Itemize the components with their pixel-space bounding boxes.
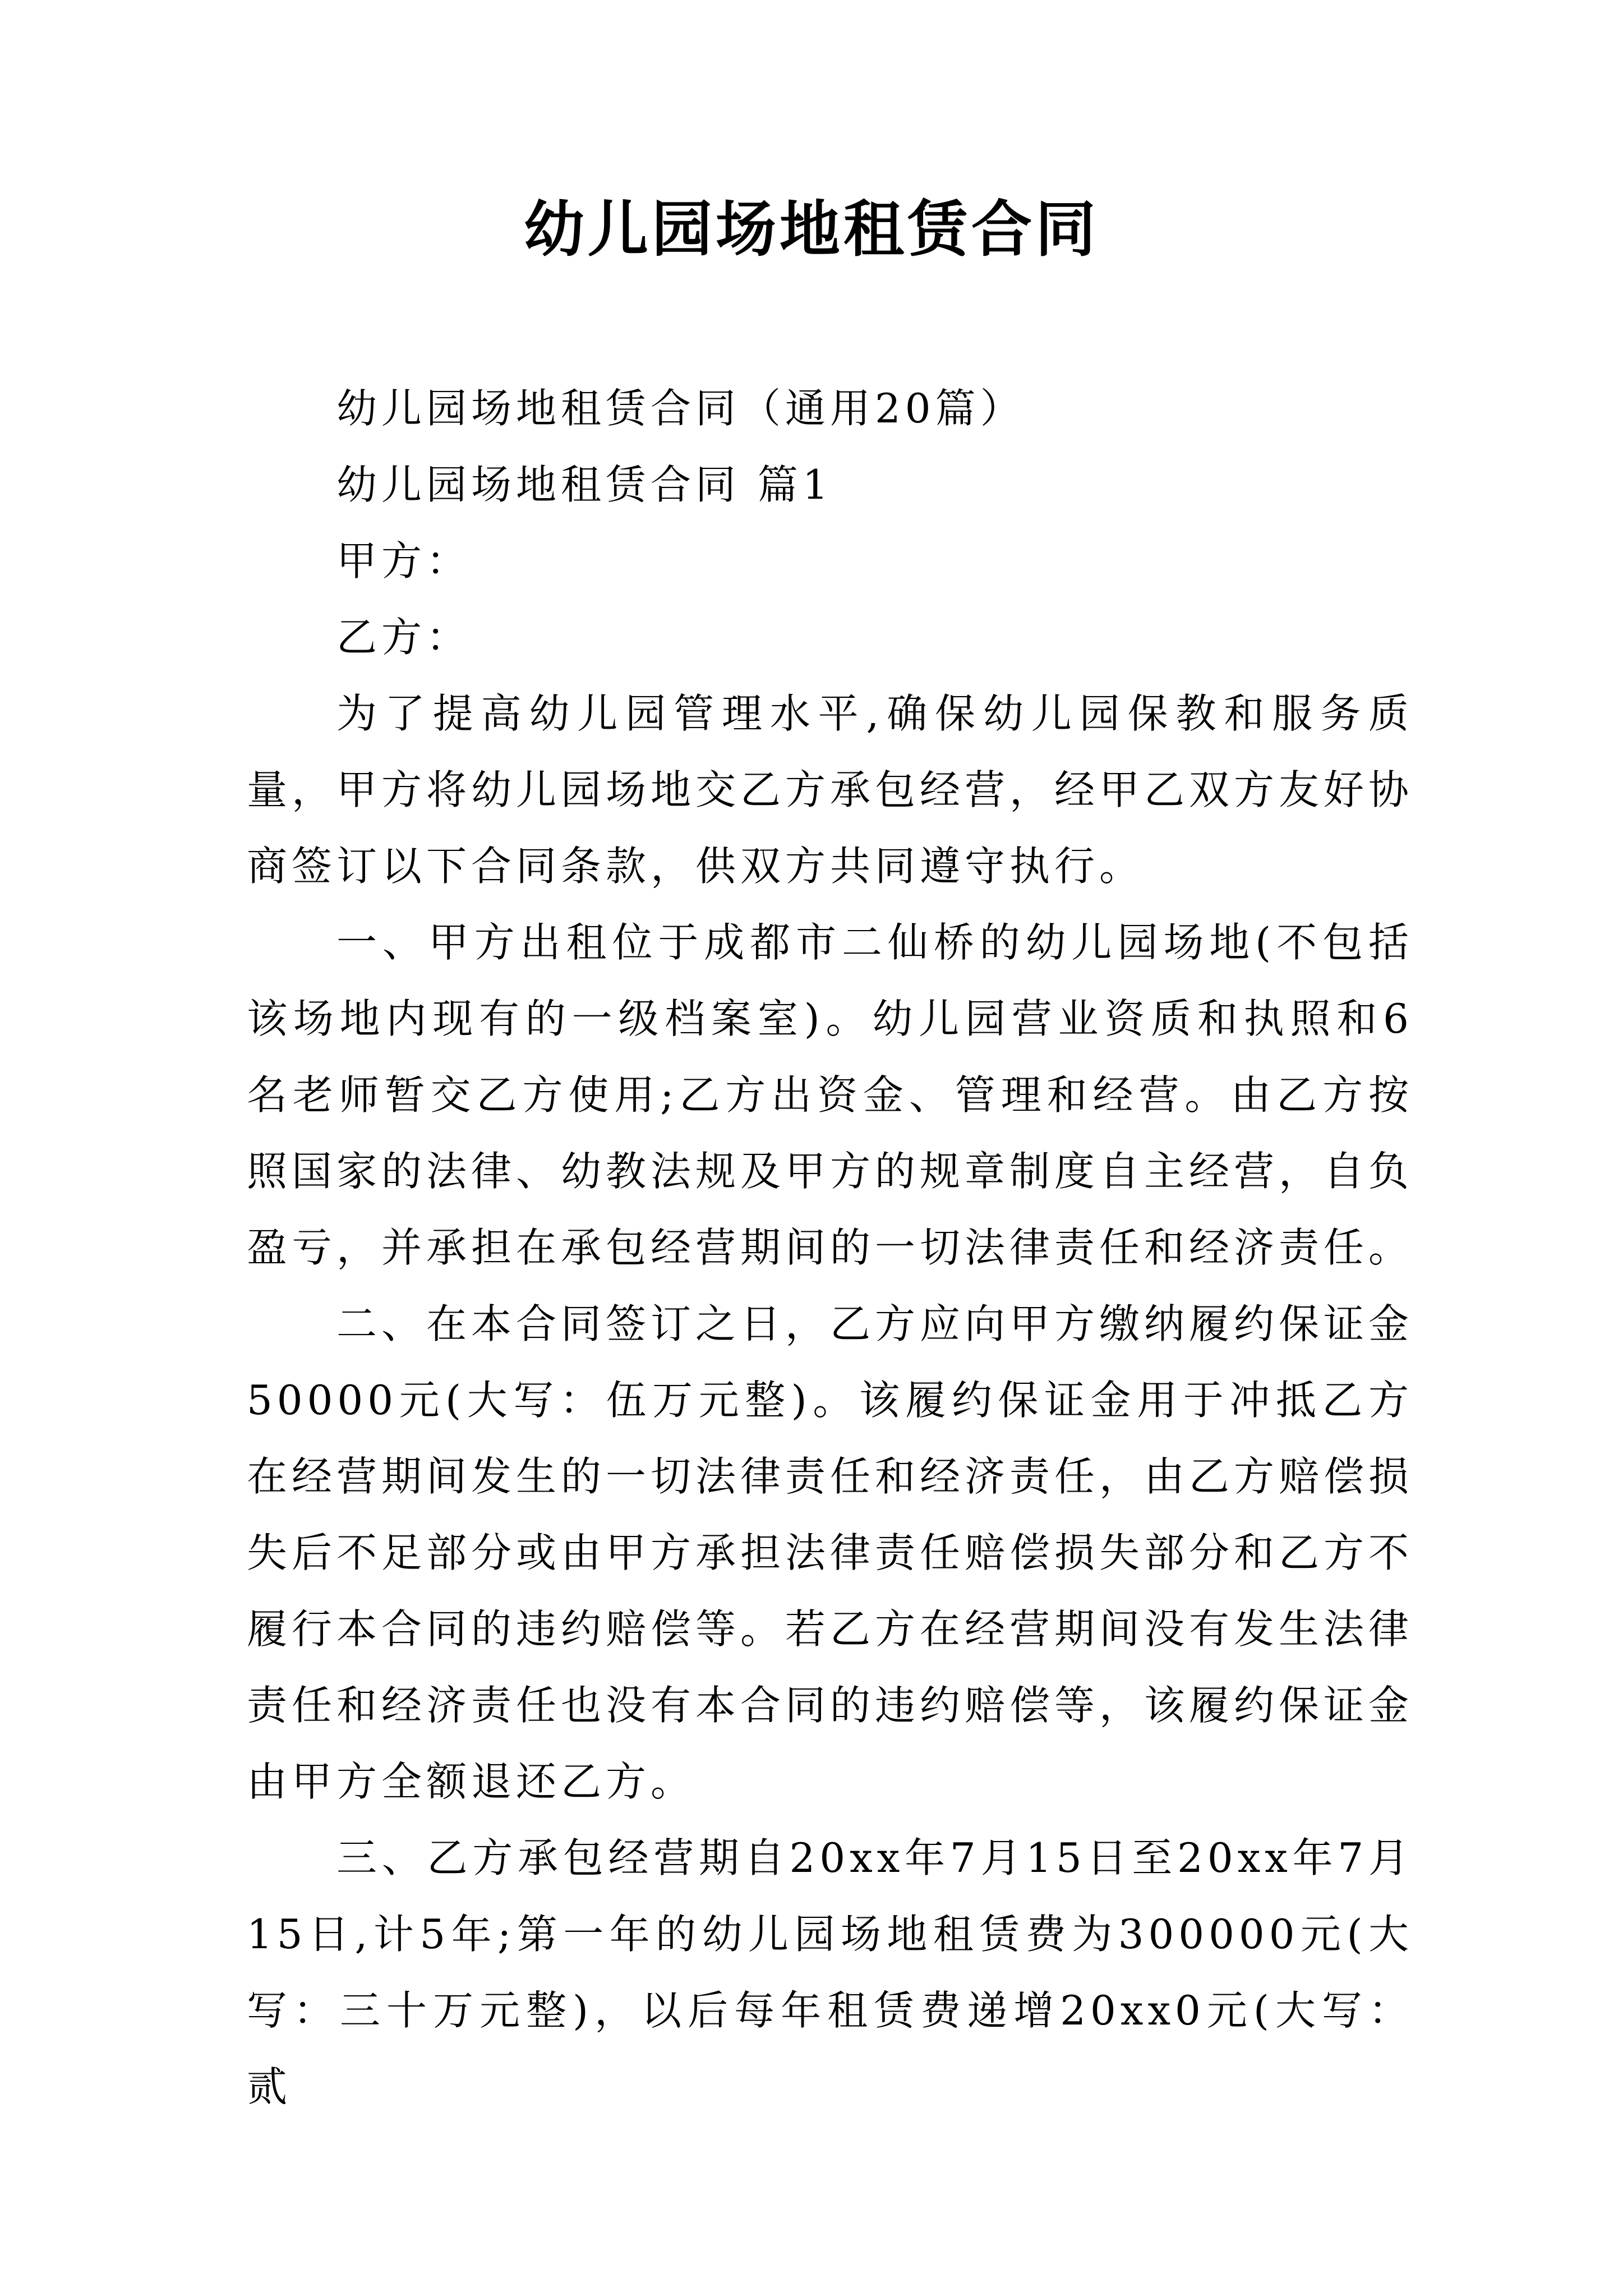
paragraph-clause-3: 三、乙方承包经营期自20xx年7月15日至20xx年7月15日,计5年;第一年的幼儿园场地租赁费为300000元(大写：三十万元整)，以后每年租赁费递增20xx0元(大写：贰 xyxy=(247,1834,1413,2110)
paragraph-party-a: 甲方： xyxy=(336,537,472,585)
paragraph-clause-1: 一、甲方出租位于成都市二仙桥的幼儿园场地(不包括该场地内现有的一级档案室)。幼儿园营业资质和执照和6名老师暂交乙方使用;乙方出资金、管理和经营。由乙方按照国家的法律、幼教法规及甲方的规章制度自主经营，自负盈亏，并承担在承包经营期间的一切法律责任和经济责任。 xyxy=(247,919,1414,1271)
paragraph-section-heading: 幼儿园场地租赁合同 篇1 xyxy=(336,461,833,508)
document-body xyxy=(247,370,1413,2125)
document-title: 幼儿园场地租赁合同 xyxy=(523,195,1099,265)
paragraph-clause-2: 二、在本合同签订之日，乙方应向甲方缴纳履约保证金50000元(大写：伍万元整)。该履约保证金用于冲抵乙方在经营期间发生的一切法律责任和经济责任，由乙方赔偿损失后不足部分或由甲方承担法律责任赔偿损失部分和乙方不履行本合同的违约赔偿等。若乙方在经营期间没有发生法律责任和经济责任也没有本合同的违约赔偿等，该履约保证金由甲方全额退还乙方。 xyxy=(247,1300,1414,1805)
paragraph-subtitle: 幼儿园场地租赁合同（通用20篇） xyxy=(336,385,1025,432)
paragraph-preamble: 为了提高幼儿园管理水平,确保幼儿园保教和服务质量，甲方将幼儿园场地交乙方承包经营，经甲乙双方友好协商签订以下合同条款，供双方共同遵守执行。 xyxy=(247,690,1414,890)
paragraph-party-b: 乙方： xyxy=(336,614,472,661)
